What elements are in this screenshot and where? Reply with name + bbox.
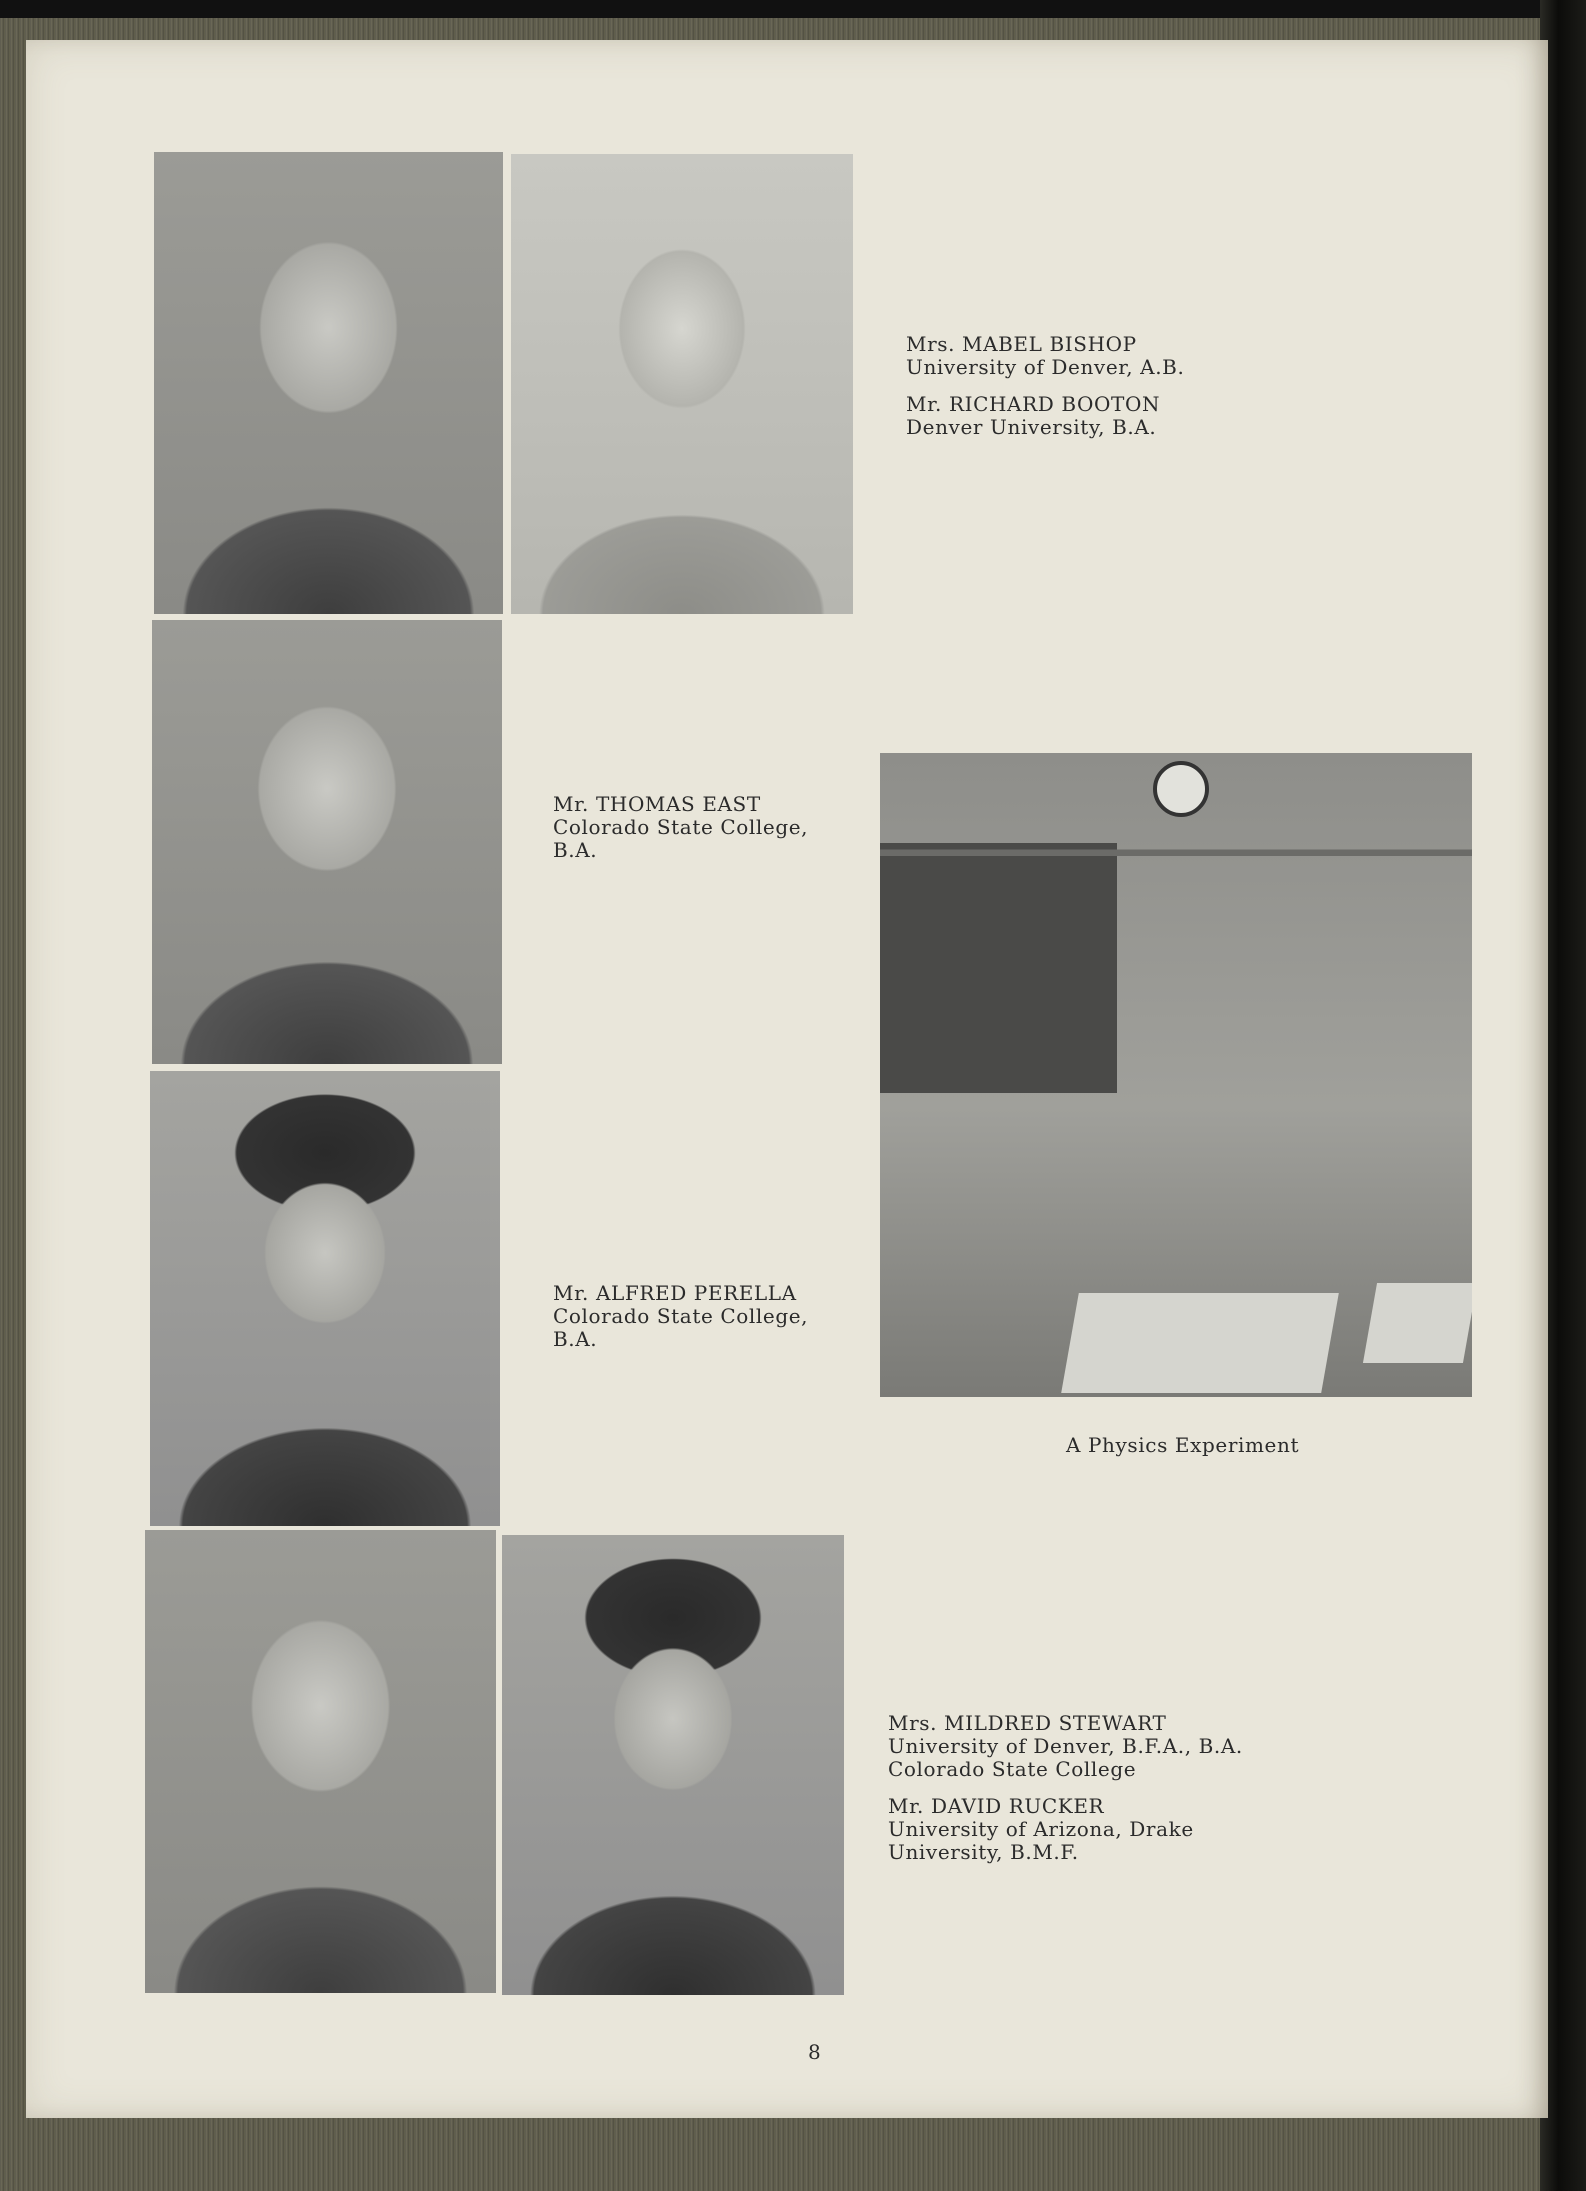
yearbook-page: [26, 40, 1548, 2118]
faculty-degree: Colorado State College,: [553, 815, 809, 839]
classroom-photo: [880, 753, 1472, 1397]
portrait-photo-stewart: [502, 1535, 844, 1995]
faculty-degree: University of Denver, B.F.A., B.A.: [888, 1734, 1243, 1758]
faculty-name: Mrs. MILDRED STEWART: [888, 1711, 1167, 1735]
faculty-name: Mr. ALFRED PERELLA: [553, 1281, 797, 1305]
faculty-degree: University of Denver, A.B.: [906, 355, 1185, 379]
faculty-caption-perella: [553, 1282, 808, 1351]
portrait-photo-perella: [150, 1071, 500, 1526]
faculty-caption-east: [553, 793, 808, 862]
faculty-degree: Denver University, B.A.: [906, 415, 1157, 439]
portrait-photo-booton: [154, 152, 503, 614]
faculty-degree: Colorado State College,: [553, 1304, 809, 1328]
faculty-name: Mr. RICHARD BOOTON: [906, 392, 1161, 416]
page-number: 8: [808, 2040, 821, 2064]
portrait-photo-rucker: [145, 1530, 496, 1993]
portrait-photo-bishop: [511, 154, 853, 614]
faculty-degree: University of Arizona, Drake: [888, 1817, 1194, 1841]
portrait-photo-east: [152, 620, 502, 1064]
binding-top-edge: [0, 0, 1586, 18]
faculty-caption-stewart-rucker: [888, 1712, 1243, 1864]
faculty-degree: B.A.: [553, 1327, 598, 1351]
faculty-name: Mr. THOMAS EAST: [553, 792, 761, 816]
faculty-degree: B.A.: [553, 838, 598, 862]
faculty-degree: Colorado State College: [888, 1757, 1137, 1781]
faculty-caption-bishop-booton: [906, 333, 1184, 439]
faculty-name: Mrs. MABEL BISHOP: [906, 332, 1137, 356]
wall-clock: [1153, 761, 1209, 817]
faculty-degree: University, B.M.F.: [888, 1840, 1079, 1864]
photo-caption: A Physics Experiment: [1066, 1433, 1300, 1457]
classroom-desk: [1363, 1283, 1472, 1363]
classroom-desk: [1061, 1293, 1339, 1393]
faculty-name: Mr. DAVID RUCKER: [888, 1794, 1105, 1818]
